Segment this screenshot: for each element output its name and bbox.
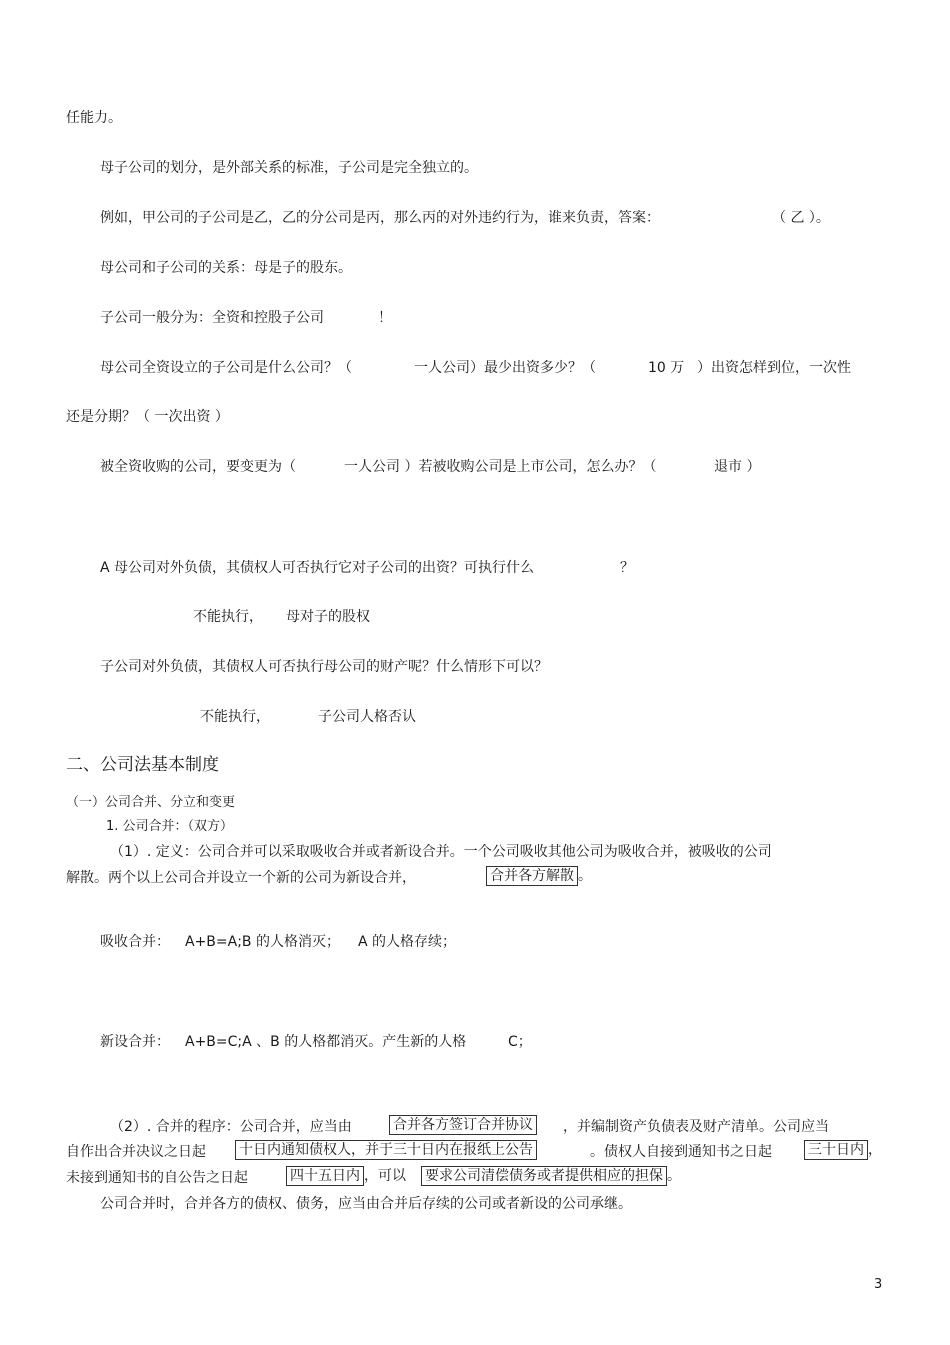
answer-box-text: 三十日内 <box>804 1140 868 1160</box>
text-line <box>100 209 660 227</box>
text-segment: 。 <box>667 1168 681 1184</box>
text-segment: ，并编制资产负债表及财产清单。公司应当 <box>563 1119 829 1135</box>
text-segment: ， <box>868 1142 882 1158</box>
text-segment: A+B=C;A 、B 的人格都消灭。产生新的人格 <box>185 1034 467 1050</box>
answer-box-text: 合并各方签订合并协议 <box>389 1115 537 1135</box>
text-segment: ！ <box>378 310 392 326</box>
answer-text: 不能执行， <box>200 709 270 725</box>
answer-text: 不能执行， <box>193 609 263 625</box>
text-line: 子公司对外负债，其债权人可否执行母公司的财产呢？什么情形下可以？ <box>100 659 548 675</box>
section-heading: 二、公司法基本制度 <box>66 755 219 775</box>
text-line: 还是分期？（ 一次出资 ） <box>66 409 229 425</box>
text-segment: A 母公司对外负债，其债权人可否执行它对子公司的出资？可执行什么 <box>100 560 535 576</box>
subsection-heading: （一）公司合并、分立和变更 <box>66 795 236 810</box>
text-segment: 自作出合并决议之日起 <box>66 1144 206 1160</box>
answer-blank: （ 乙 ）。 <box>772 210 830 226</box>
paragraph-line: （1）. 定义：公司合并可以采取吸收合并或者新设合并。一个公司吸收其他公司为吸收合并，被吸收的公司 <box>110 844 772 860</box>
text-line: 母子公司的划分，是外部关系的标准，子公司是完全独立的。 <box>100 160 478 176</box>
text-segment: A+B=A;B 的人格消灭； <box>185 934 340 950</box>
answer-box-text: 十日内通知债权人，并于三十日内在报纸上公告 <box>235 1140 537 1160</box>
text-segment: 新设合并： <box>100 1034 170 1050</box>
answer-blank: 退市 ） <box>714 459 761 475</box>
text-segment: ）出资怎样到位，一次性 <box>697 360 851 376</box>
answer-text: 子公司人格否认 <box>318 709 416 725</box>
paragraph-line: 公司合并时，合并各方的债权、债务，应当由合并后存续的公司或者新设的公司承继。 <box>100 1196 632 1212</box>
item-heading: 1. 公司合并：（双方） <box>106 819 234 834</box>
text-segment: 吸收合并： <box>100 934 170 950</box>
text-segment: 母公司全资设立的子公司是什么公司？（ <box>100 360 352 376</box>
text-segment: ，可以 <box>364 1168 406 1184</box>
text-segment: （2）. 合并的程序：公司合并，应当由 <box>110 1119 352 1135</box>
answer-text: 母对子的股权 <box>286 609 370 625</box>
answer-box <box>486 866 592 886</box>
text-segment: 未接到通知书的自公告之日起 <box>66 1170 248 1186</box>
text-segment: 例如，甲公司的子公司是乙，乙的分公司是丙，那么丙的对外违约行为，谁来负责，答案： <box>100 210 660 226</box>
answer-box-text: 要求公司清偿债务或者提供相应的担保 <box>421 1166 667 1186</box>
page-number: 3 <box>874 1277 883 1292</box>
answer-box <box>286 1166 406 1186</box>
text-line: 任能力。 <box>66 110 122 126</box>
answer-blank: 10 万 <box>648 360 685 376</box>
text-segment: 被全资收购的公司，要变更为（ <box>100 459 296 475</box>
text-segment: 。债权人自接到通知书之日起 <box>590 1144 772 1160</box>
text-line: 母公司和子公司的关系：母是子的股东。 <box>100 260 352 276</box>
answer-box <box>421 1166 681 1186</box>
text-line: 子公司一般分为：全资和控股子公司 <box>100 310 324 326</box>
answer-box <box>804 1140 882 1160</box>
answer-box-text: 合并各方解散 <box>486 866 578 886</box>
answer-blank: 一人公司 ）若被收购公司是上市公司，怎么办？（ <box>344 459 657 475</box>
text-segment: 。 <box>578 868 592 884</box>
text-segment: C； <box>508 1034 532 1050</box>
answer-box-text: 四十五日内 <box>286 1166 364 1186</box>
answer-blank: 一人公司）最少出资多少？（ <box>414 360 596 376</box>
paragraph-line: 解散。两个以上公司合并设立一个新的公司为新设合并， <box>66 870 416 886</box>
text-segment: ？ <box>620 560 634 576</box>
answer-box <box>389 1115 537 1135</box>
text-segment: A 的人格存续； <box>358 934 457 950</box>
answer-box <box>235 1140 537 1160</box>
